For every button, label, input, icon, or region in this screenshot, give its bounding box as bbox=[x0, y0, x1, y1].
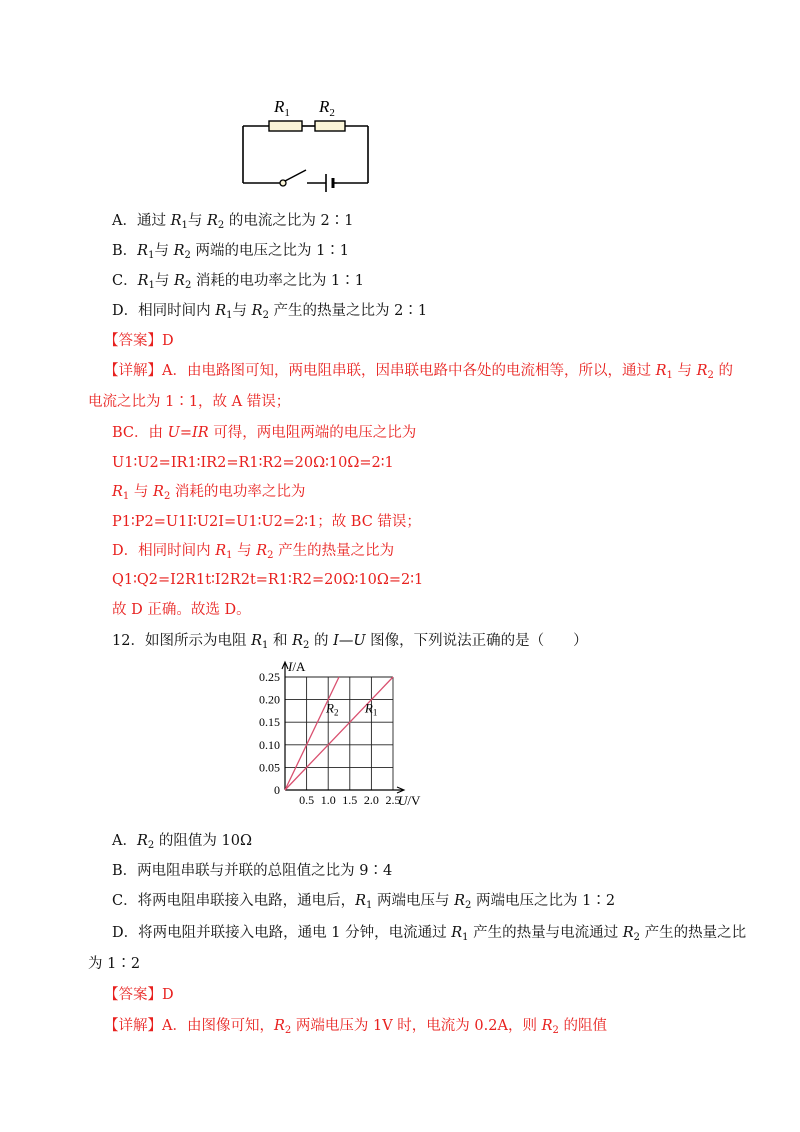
chart-x-axis-label: U/V bbox=[398, 793, 421, 808]
q11-detail-line-1: 【详解】A．由电路图可知，两电阻串联，因串联电路中各处的电流相等，所以，通过 $R_1$ 与 $R_2$ 的 bbox=[104, 363, 733, 381]
q11-option-c: C．$R_1$与 $R_2$ 消耗的电功率之比为 1∶1 bbox=[112, 273, 364, 291]
chart-y-tick-label: 0.15 bbox=[259, 715, 280, 730]
q11-detail-line-5: $R_1$ 与 $R_2$ 消耗的电功率之比为 bbox=[112, 484, 306, 502]
q12-option-b: B．两电阻串联与并联的总阻值之比为 9∶4 bbox=[112, 863, 393, 879]
chart-y-tick-label: 0.20 bbox=[259, 692, 280, 707]
chart-y-tick-label: 0.25 bbox=[259, 670, 280, 684]
chart-x-tick-label: 0.5 bbox=[299, 793, 315, 807]
q11-detail-line-7: D．相同时间内 $R_1$ 与 $R_2$ 产生的热量之比为 bbox=[112, 543, 395, 561]
q12-option-a: A．$R_2$ 的阻值为 10Ω bbox=[112, 833, 252, 851]
chart-series-line-r2 bbox=[285, 677, 339, 790]
q12-answer: 【答案】D bbox=[104, 987, 174, 1003]
q11-option-a: A．通过 $R_1$与 $R_2$ 的电流之比为 2∶1 bbox=[112, 213, 354, 231]
q11-option-b: B．$R_1$与 $R_2$ 两端的电压之比为 1∶1 bbox=[112, 243, 350, 261]
chart-y-tick-label: 0 bbox=[274, 783, 280, 797]
chart-labels bbox=[259, 659, 421, 808]
iu-chart bbox=[240, 656, 430, 816]
resistor-r1 bbox=[269, 121, 302, 131]
circuit-diagram bbox=[238, 92, 378, 192]
q12-stem: 12．如图所示为电阻 $R_1$ 和 $R_2$ 的 I—U 图像，下列说法正确的是（ ） bbox=[112, 633, 588, 651]
chart-y-tick-label: 0.10 bbox=[259, 737, 280, 752]
q12-option-d-line-1: D．将两电阻并联接入电路，通电 1 分钟，电流通过 $R_1$ 产生的热量与电流通过 $R_2$ 产生的热量之比 bbox=[112, 925, 747, 943]
q11-detail-line-4: U1∶U2=IR1∶IR2=R1∶R2=20Ω∶10Ω=2∶1 bbox=[112, 455, 394, 471]
q11-detail-line-6: P1∶P2=U1I∶U2I=U1∶U2=2∶1；故 BC 错误； bbox=[112, 514, 421, 530]
q12-detail-line-1: 【详解】A．由图像可知，$R_2$ 两端电压为 1V 时，电流为 0.2A，则 $R_2$ 的阻值 bbox=[104, 1018, 607, 1036]
r1-label: $R_1$ bbox=[274, 97, 290, 119]
q11-detail-line-9: 故 D 正确。故选 D。 bbox=[112, 602, 251, 618]
chart-x-tick-label: 1.0 bbox=[320, 793, 336, 807]
q12-option-d-line-2: 为 1∶2 bbox=[88, 956, 141, 972]
r2-label: $R_2$ bbox=[319, 97, 335, 119]
chart-series-label-r1: $R_1$ bbox=[364, 700, 378, 718]
q11-detail-line-3: BC．由 U=IR 可得，两电阻两端的电压之比为 bbox=[112, 425, 417, 441]
resistor-r2 bbox=[315, 121, 345, 131]
chart-x-tick-label: 1.5 bbox=[342, 793, 358, 807]
chart-lines bbox=[285, 677, 393, 790]
q11-answer: 【答案】D bbox=[104, 333, 174, 349]
chart-series-line-r1 bbox=[285, 677, 393, 790]
chart-y-tick-label: 0.05 bbox=[259, 760, 280, 775]
chart-y-axis-label: I/A bbox=[288, 659, 306, 674]
q11-option-d: D．相同时间内 $R_1$与 $R_2$ 产生的热量之比为 2∶1 bbox=[112, 303, 428, 321]
chart-series-label-r2: $R_2$ bbox=[326, 700, 339, 718]
q12-option-c: C．将两电阻串联接入电路，通电后，$R_1$ 两端电压与 $R_2$ 两端电压之比为 1∶2 bbox=[112, 893, 616, 911]
q11-detail-line-2: 电流之比为 1∶1，故 A 错误； bbox=[88, 394, 291, 410]
chart-x-tick-label: 2.5 bbox=[385, 793, 401, 807]
switch-blade bbox=[285, 170, 306, 181]
q11-detail-line-8: Q1∶Q2=I2R1t∶I2R2t=R1∶R2=20Ω∶10Ω=2∶1 bbox=[112, 572, 424, 588]
chart-x-tick-label: 2.0 bbox=[363, 793, 379, 807]
